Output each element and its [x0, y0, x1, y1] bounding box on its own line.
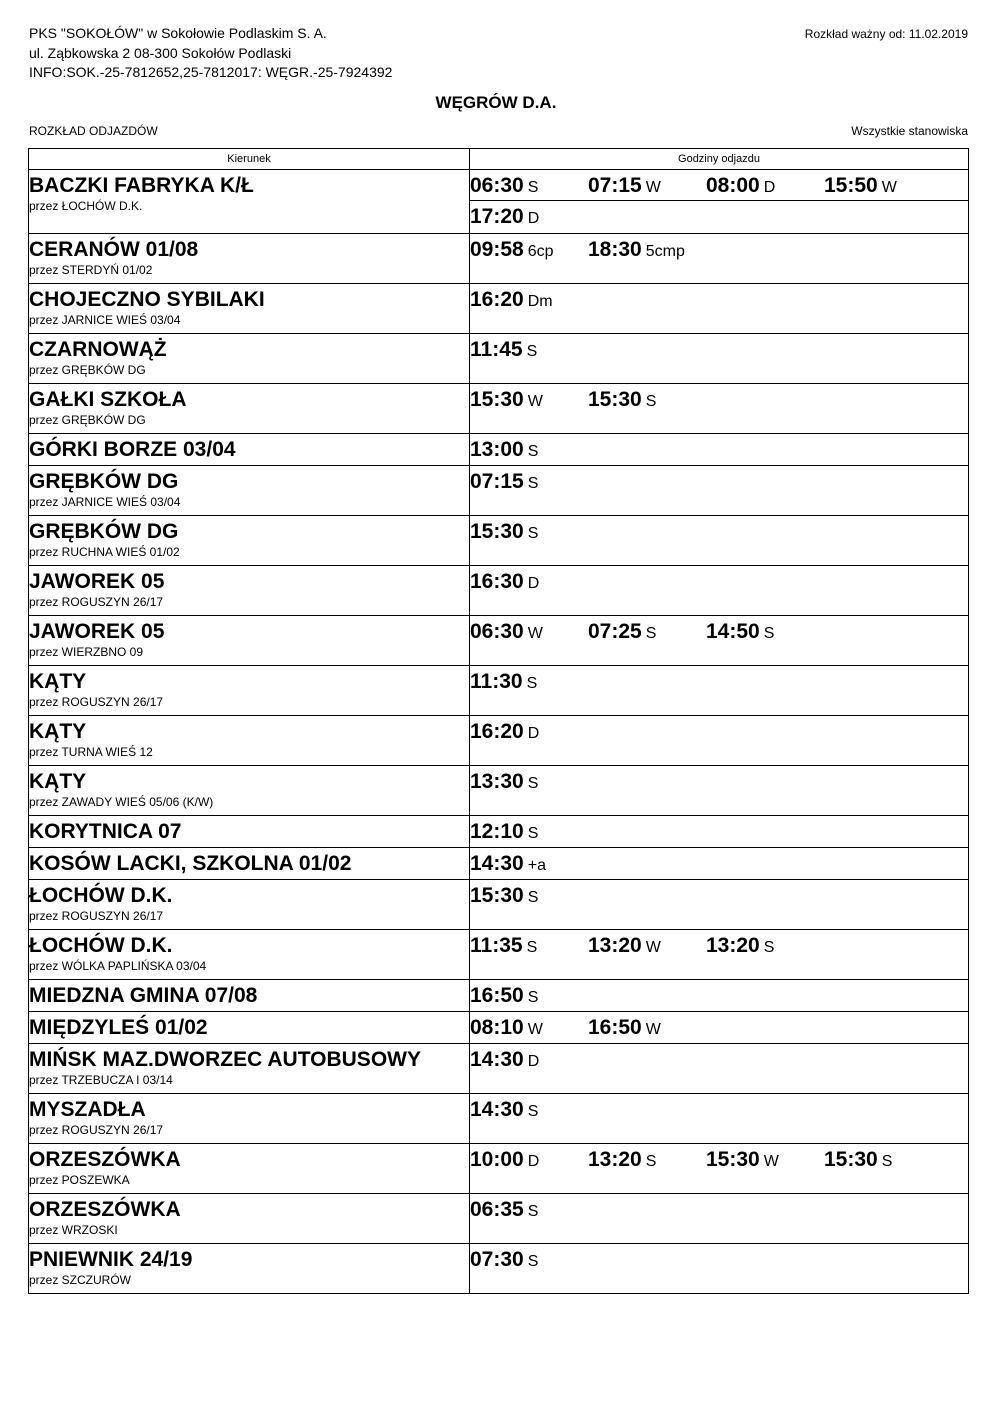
departure-time: 16:20: [470, 288, 524, 311]
timetable-body: [29, 170, 969, 1294]
departures-line: [470, 616, 968, 646]
departure-time: 11:45: [470, 338, 523, 361]
departure-time: 13:20: [588, 1148, 642, 1171]
departure-time: 15:30: [706, 1148, 760, 1171]
departure-time: 17:20: [470, 205, 524, 228]
departures-cell: [470, 434, 969, 466]
departure-mark: S: [527, 179, 539, 196]
departures-line: [470, 980, 968, 1010]
via-stop: przez SZCZURÓW: [29, 1273, 131, 1287]
table-row: [29, 930, 969, 980]
departure: [588, 386, 656, 413]
departure: [470, 932, 537, 959]
departure-mark: W: [763, 1153, 779, 1170]
departure-time: 08:00: [706, 174, 760, 197]
departure-time: 16:50: [588, 1016, 642, 1039]
departure: [706, 932, 774, 959]
departure: [824, 172, 897, 199]
table-row: [29, 466, 969, 516]
departure-time: 15:30: [824, 1148, 878, 1171]
departure-time: 16:20: [470, 720, 524, 743]
departure: [470, 1146, 539, 1173]
destination-name: ŁOCHÓW D.K.: [29, 884, 173, 907]
departure-mark: S: [527, 475, 539, 492]
via-stop: przez WÓLKA PAPLIŃSKA 03/04: [29, 959, 207, 973]
departure-mark: W: [527, 393, 543, 410]
departures-cell: [470, 848, 969, 880]
departure-mark: S: [527, 889, 539, 906]
departure-mark: D: [763, 179, 776, 196]
departure-time: 11:35: [470, 934, 523, 957]
direction-cell: [29, 234, 470, 284]
departure: [470, 1196, 538, 1223]
direction-cell: [29, 816, 470, 848]
destination-name: ŁOCHÓW D.K.: [29, 934, 173, 957]
departure: [706, 1146, 779, 1173]
direction-cell: [29, 1244, 470, 1294]
station-title: WĘGRÓW D.A.: [435, 93, 557, 112]
departure-mark: D: [527, 210, 540, 227]
departure: [470, 1246, 538, 1273]
departure-time: 07:30: [470, 1248, 524, 1271]
departures-line: [470, 1194, 968, 1224]
destination-name: CZARNOWĄŻ: [29, 338, 167, 361]
direction-cell: [29, 766, 470, 816]
via-stop: przez TRZEBUCZA I 03/14: [29, 1073, 173, 1087]
destination-name: CHOJECZNO SYBILAKI: [29, 288, 265, 311]
table-row: [29, 1044, 969, 1094]
departure-mark: S: [527, 775, 539, 792]
departure-mark: S: [527, 1203, 539, 1220]
departure-mark: S: [881, 1153, 893, 1170]
departure-mark: S: [763, 625, 775, 642]
destination-name: KĄTY: [29, 670, 87, 693]
valid-from: Rozkład ważny od: 11.02.2019: [804, 27, 968, 41]
direction-cell: [29, 1012, 470, 1044]
direction-cell: [29, 516, 470, 566]
departures-cell: [470, 666, 969, 716]
destination-name: JAWOREK 05: [29, 620, 165, 643]
table-row: [29, 434, 969, 466]
departure: [588, 1146, 656, 1173]
departures-line: [470, 1094, 968, 1124]
destination-name: KORYTNICA 07: [29, 820, 182, 843]
schedule-type: ROZKŁAD ODJAZDÓW: [29, 124, 158, 138]
departure: [470, 236, 554, 263]
departures-line: [470, 284, 968, 314]
via-stop: przez JARNICE WIEŚ 03/04: [29, 495, 181, 509]
departures-line: [470, 848, 968, 878]
departure: [470, 172, 538, 199]
departure-time: 16:30: [470, 570, 524, 593]
departure-mark: D: [527, 725, 540, 742]
departures-cell: [470, 466, 969, 516]
table-row: [29, 1194, 969, 1244]
departures-cell: [470, 284, 969, 334]
departure-mark: S: [645, 1153, 657, 1170]
departure: [588, 172, 661, 199]
departure: [706, 618, 774, 645]
departure: [470, 768, 538, 795]
departure-time: 11:30: [470, 670, 523, 693]
departures-cell: [470, 1244, 969, 1294]
table-row: [29, 980, 969, 1012]
departure: [706, 172, 775, 199]
table-row: [29, 384, 969, 434]
departures-line: [470, 334, 968, 364]
departures-cell: [470, 980, 969, 1012]
company-name: PKS "SOKOŁÓW" w Sokołowie Podlaskim S. A.: [29, 25, 327, 41]
departure: [588, 932, 661, 959]
departure-mark: 6cp: [527, 243, 554, 260]
via-stop: przez ŁOCHÓW D.K.: [29, 199, 143, 213]
departure-time: 18:30: [588, 238, 642, 261]
departure-time: 13:20: [588, 934, 642, 957]
departure: [470, 1014, 543, 1041]
departure-mark: Dm: [527, 293, 553, 310]
via-stop: przez STERDYŃ 01/02: [29, 263, 153, 277]
via-stop: przez ROGUSZYN 26/17: [29, 595, 164, 609]
destination-name: MYSZADŁA: [29, 1098, 146, 1121]
destination-name: BACZKI FABRYKA K/Ł: [29, 174, 254, 197]
table-row: [29, 616, 969, 666]
departures-line: [470, 880, 968, 910]
departure-mark: W: [527, 1021, 543, 1038]
direction-cell: [29, 434, 470, 466]
departure-mark: W: [645, 939, 661, 956]
departures-line: [470, 1144, 968, 1174]
departure-mark: S: [526, 343, 538, 360]
timetable: [28, 148, 969, 1294]
via-stop: przez WIERZBNO 09: [29, 645, 144, 659]
direction-cell: [29, 1194, 470, 1244]
table-row: [29, 234, 969, 284]
direction-cell: [29, 930, 470, 980]
departure-time: 13:20: [706, 934, 760, 957]
departures-line: [470, 384, 968, 414]
direction-cell: [29, 334, 470, 384]
departure: [588, 236, 685, 263]
departure-mark: +a: [527, 857, 546, 874]
departure: [470, 468, 538, 495]
column-header-times: Godziny odjazdu: [470, 149, 969, 170]
departure-mark: D: [527, 575, 540, 592]
departure-time: 06:30: [470, 620, 524, 643]
table-row: [29, 284, 969, 334]
direction-cell: [29, 384, 470, 434]
direction-cell: [29, 170, 470, 234]
via-stop: przez ROGUSZYN 26/17: [29, 909, 164, 923]
direction-cell: [29, 716, 470, 766]
destination-name: GRĘBKÓW DG: [29, 470, 179, 493]
departure-mark: S: [527, 443, 539, 460]
departures-line: [470, 566, 968, 596]
table-row: [29, 1244, 969, 1294]
departure-time: 15:50: [824, 174, 878, 197]
departure-mark: S: [527, 1253, 539, 1270]
departure-time: 12:10: [470, 820, 524, 843]
company-address: ul. Ząbkowska 2 08-300 Sokołów Podlaski: [29, 44, 292, 61]
departures-cell: [470, 170, 969, 234]
destination-name: GAŁKI SZKOŁA: [29, 388, 187, 411]
direction-cell: [29, 1144, 470, 1194]
departure-time: 14:30: [470, 1098, 524, 1121]
departure: [470, 336, 537, 363]
departure-mark: D: [527, 1053, 540, 1070]
departures-cell: [470, 616, 969, 666]
departures-cell: [470, 384, 969, 434]
departures-cell: [470, 1094, 969, 1144]
departure-time: 07:15: [470, 470, 524, 493]
departures-cell: [470, 1144, 969, 1194]
departures-line: [470, 466, 968, 496]
departure-time: 08:10: [470, 1016, 524, 1039]
direction-cell: [29, 980, 470, 1012]
departures-line: [470, 170, 968, 200]
direction-cell: [29, 616, 470, 666]
departures-line: [470, 716, 968, 746]
departure: [470, 286, 553, 313]
departures-cell: [470, 930, 969, 980]
departure-mark: S: [527, 825, 539, 842]
departure-time: 14:30: [470, 1048, 524, 1071]
departures-line: [470, 1012, 968, 1042]
table-row: [29, 716, 969, 766]
direction-cell: [29, 666, 470, 716]
destination-name: CERANÓW 01/08: [29, 238, 199, 261]
departures-line: [470, 234, 968, 264]
departure-mark: W: [645, 1021, 661, 1038]
table-row: [29, 666, 969, 716]
via-stop: przez GRĘBKÓW DG: [29, 363, 146, 377]
departures-cell: [470, 816, 969, 848]
destination-name: ORZESZÓWKA: [29, 1198, 181, 1221]
departures-cell: [470, 566, 969, 616]
departures-cell: [470, 1012, 969, 1044]
departures-line: [470, 930, 968, 960]
departure: [470, 850, 546, 877]
departure: [470, 436, 538, 463]
departure-time: 16:50: [470, 984, 524, 1007]
departures-line: [470, 666, 968, 696]
departures-cell: [470, 766, 969, 816]
departure: [470, 203, 539, 230]
departure: [470, 568, 539, 595]
table-row: [29, 848, 969, 880]
departure: [470, 668, 537, 695]
departure-time: 07:15: [588, 174, 642, 197]
table-row: [29, 1094, 969, 1144]
via-stop: przez TURNA WIEŚ 12: [29, 745, 153, 759]
departure: [588, 618, 656, 645]
departure-mark: W: [527, 625, 543, 642]
departure: [470, 518, 538, 545]
via-stop: przez ROGUSZYN 26/17: [29, 695, 164, 709]
departure: [470, 1046, 539, 1073]
destination-name: GRĘBKÓW DG: [29, 520, 179, 543]
departure-time: 09:58: [470, 238, 524, 261]
departure-time: 10:00: [470, 1148, 524, 1171]
departure-mark: S: [526, 675, 538, 692]
departure-mark: S: [527, 989, 539, 1006]
departures-cell: [470, 1044, 969, 1094]
platforms-label: Wszystkie stanowiska: [851, 124, 968, 138]
departures-line: [470, 1244, 968, 1274]
departure-time: 07:25: [588, 620, 642, 643]
destination-name: MIĘDZYLEŚ 01/02: [29, 1016, 208, 1039]
departure-time: 13:30: [470, 770, 524, 793]
table-row: [29, 766, 969, 816]
table-row: [29, 880, 969, 930]
departure-mark: W: [881, 179, 897, 196]
table-row: [29, 516, 969, 566]
destination-name: ORZESZÓWKA: [29, 1148, 181, 1171]
departure: [470, 1096, 538, 1123]
destination-name: PNIEWNIK 24/19: [29, 1248, 193, 1271]
departure: [470, 718, 539, 745]
destination-name: JAWOREK 05: [29, 570, 165, 593]
departure-mark: S: [527, 525, 539, 542]
table-row: [29, 816, 969, 848]
via-stop: przez GRĘBKÓW DG: [29, 413, 146, 427]
departure: [588, 1014, 661, 1041]
departures-line: [470, 516, 968, 546]
via-stop: przez JARNICE WIEŚ 03/04: [29, 313, 181, 327]
company-info: [29, 24, 392, 83]
departures-line: [470, 766, 968, 796]
departure-mark: S: [645, 625, 657, 642]
table-row: [29, 170, 969, 234]
table-row: [29, 566, 969, 616]
table-row: [29, 1012, 969, 1044]
direction-cell: [29, 566, 470, 616]
departure-mark: D: [527, 1153, 540, 1170]
departure-time: 14:30: [470, 852, 524, 875]
departure-time: 13:00: [470, 438, 524, 461]
departure: [824, 1146, 892, 1173]
direction-cell: [29, 848, 470, 880]
departure-mark: S: [526, 939, 538, 956]
destination-name: KĄTY: [29, 720, 87, 743]
departure: [470, 982, 538, 1009]
direction-cell: [29, 466, 470, 516]
departure-time: 06:30: [470, 174, 524, 197]
departures-line: [470, 434, 968, 464]
departures-cell: [470, 716, 969, 766]
destination-name: KĄTY: [29, 770, 87, 793]
via-stop: przez WRZOSKI: [29, 1223, 118, 1237]
departure-time: 15:30: [588, 388, 642, 411]
table-row: [29, 1144, 969, 1194]
departures-line: [470, 816, 968, 846]
table-row: [29, 334, 969, 384]
departures-cell: [470, 1194, 969, 1244]
departures-line: [470, 200, 968, 231]
via-stop: przez RUCHNA WIEŚ 01/02: [29, 545, 180, 559]
column-header-direction: Kierunek: [29, 149, 470, 170]
departure-mark: W: [645, 179, 661, 196]
via-stop: przez POSZEWKA: [29, 1173, 130, 1187]
departure: [470, 818, 538, 845]
destination-name: GÓRKI BORZE 03/04: [29, 438, 236, 461]
direction-cell: [29, 284, 470, 334]
departure-mark: 5cmp: [645, 243, 685, 260]
company-phones: INFO:SOK.-25-7812652,25-7812017: WĘGR.-25-7924392: [29, 64, 393, 80]
direction-cell: [29, 1094, 470, 1144]
departure-time: 06:35: [470, 1198, 524, 1221]
departures-cell: [470, 334, 969, 384]
direction-cell: [29, 880, 470, 930]
departures-cell: [470, 880, 969, 930]
departures-cell: [470, 516, 969, 566]
direction-cell: [29, 1044, 470, 1094]
departure-time: 15:30: [470, 388, 524, 411]
departures-cell: [470, 234, 969, 284]
departure: [470, 882, 538, 909]
departure-mark: S: [763, 939, 775, 956]
destination-name: MIEDZNA GMINA 07/08: [29, 984, 258, 1007]
departure-mark: S: [527, 1103, 539, 1120]
departure: [470, 386, 543, 413]
departure-time: 15:30: [470, 520, 524, 543]
departure-mark: S: [645, 393, 657, 410]
destination-name: MIŃSK MAZ.DWORZEC AUTOBUSOWY: [29, 1048, 421, 1071]
departures-line: [470, 1044, 968, 1074]
departure: [470, 618, 543, 645]
departure-time: 14:50: [706, 620, 760, 643]
via-stop: przez ROGUSZYN 26/17: [29, 1123, 164, 1137]
departure-time: 15:30: [470, 884, 524, 907]
via-stop: przez ZAWADY WIEŚ 05/06 (K/W): [29, 795, 214, 809]
destination-name: KOSÓW LACKI, SZKOLNA 01/02: [29, 852, 352, 875]
